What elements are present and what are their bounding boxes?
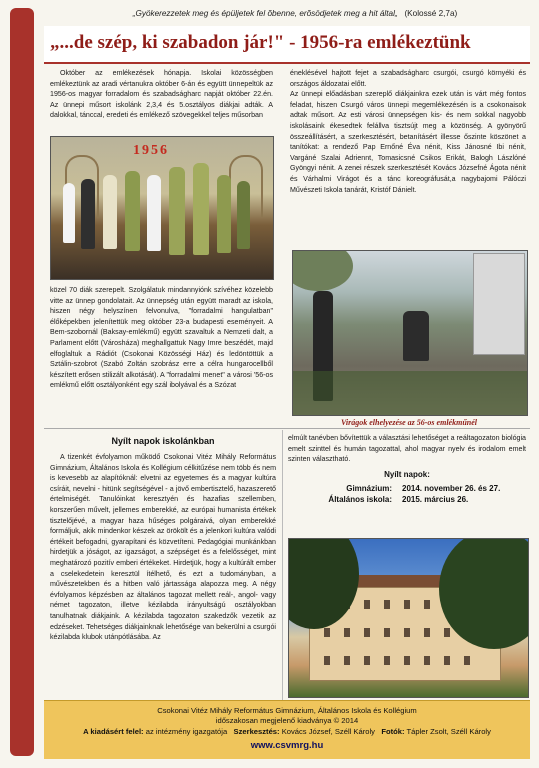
publisher-label: A kiadásért felel: [83,727,144,736]
open-days-row [292,483,522,494]
open-days-body [50,452,276,643]
child-figure [63,183,75,243]
open-days-title: Nyílt napok iskolánkban [111,436,215,446]
child-figure [103,175,117,249]
open-days-label: Általános iskola: [328,495,392,504]
publisher-value: az intézmény igazgatója [145,727,228,736]
child-figure [125,171,140,251]
open-days-heading: Nyílt napok: [384,470,430,479]
flower-bed [293,371,527,415]
open-days-date: 2015. március 26. [402,495,469,504]
article-paragraph: éneklésével hajtott fejet a szabadságharc csurgói, csurgó környéki és országos áldozatai előtt. Az ünnepi előadásban szereplő diákjainkra ezek után is várt még fontos feladat, hiszen Csurgó város ünnepi megemlékezésén is a csokonaisok adtak műsort. Az esti városi ünnepségen kis- és nem sokkal nagyobb iskolásaink ékesedtek felállva tisztsújt meg a közönség. A gyönyörű összeállításért, a szerkesztésért, betanításért illesse őszinte köszönet a tanítókat: a rendező Pap Ernőné Éva nénit, Kiss Jánosné Ibi nénit, Vargáné Szalai Adriennt, Tomasicsné Csikos Erikát, Balogh Lászlóné Gyöngyi nénit. A zenei részek szerkesztését Kovács Józsefné Ágota nénit és Várhalmi Virágot és a tánc koreográfusát,a nagybajomi Pálóczi Művészeti Iskola tanárát, Kristóf Dánielt. [290,69,526,194]
open-days-paragraph: elmúlt tanévben bővítettük a választási lehetőséget a reáltagozaton biológia emelt szinttel és humán tagozattal, ahol magyar nyelv és irodalom emelt szinten választható. [288,434,526,464]
child-figure [193,163,209,255]
section-divider [44,428,530,429]
open-days-label: Gimnázium: [346,484,392,493]
memorial-photo [292,250,528,416]
photo-banner: 1956 [133,143,169,158]
tree-shape [292,250,353,291]
open-days-body-right [288,433,526,465]
memorial-stone [473,253,525,355]
editor-value: Kovács József, Széll Károly [281,727,375,736]
photo-value: Tápler Zsolt, Széll Károly [406,727,491,736]
child-figure [81,179,95,249]
article-col2 [290,68,526,195]
open-days-row [292,494,522,505]
footer-publisher-info [44,706,530,726]
photo-label: Fotók: [381,727,405,736]
article-col1-bottom [50,285,273,391]
article-paragraph: Október az emlékezések hónapja. Iskolai közösségben emlékeztünk az aradi vértanukra október 6-án és együtt ünnepeltük az 1956-os magyar forradalom és szabadságharc napját október 22.én. Az ünnepi műsort iskolánk 2,3,4 és 5.osztályos diákjai adták. A dalokkal, tánccal, eredeti és emlékező szövegekkel teljes műsorban [50,69,273,120]
footer-credits [44,727,530,736]
child-figure [147,175,161,251]
website-link[interactable]: www.csvmrg.hu [250,740,324,751]
school-building-photo [288,538,529,698]
open-days-date: 2014. november 26. és 27. [402,484,501,493]
stage-photo [50,136,274,280]
photo-caption: Virágok elhelyezése az 56-os emlékműnél [341,418,477,427]
article-paragraph: közel 70 diák szerepelt. Szolgálatuk mindannyiónk szívéhez közelebb vitte az ünnep gondolatait. Az ünnepség után együtt maradt az iskola, hiszen négy helyszínen felvonulva, "forradalmi hangulatban" élőképekben jelenítettük meg október 23-a budapesti eseményeit. A Bem-szobornál (Baksay-emlékmű) együtt szavaltuk a Nemzeti dalt, a Parlament előtt (Városháza) meghallgattuk Nagy Imre beszédét, majd elfoglaltuk a Rádiót (Csokonai Közösségi Ház) és ledöntöttük a Sztálin-szobrot (Szabó Zoltán szobrász erre a célra hungarocellből készített erősen stilizált alkotását). A "forradalmi menet" a városi '56-os emlékmű előtt osztályonként egy szál ibolyával és a Szózat [50,286,273,390]
open-days-table [292,483,522,505]
article-col1-top [50,68,273,121]
person-figure [403,311,429,361]
footer-line2: időszakosan megjelenő kiadványa © 2014 [215,716,359,725]
child-figure [217,175,231,253]
column-divider [282,430,283,700]
motto-quote: „Gyökerezzetek meg és épüljetek fel õbenne, erõsödjetek meg a hit által„ [132,9,398,18]
editor-label: Szerkesztés: [233,727,280,736]
sidebar-stripe [10,8,34,756]
footer-line1: Csokonai Vitéz Mihály Református Gimnázium, Általános Iskola és Kollégium [157,706,417,715]
child-figure [169,167,185,255]
motto-ref: (Kolossé 2,7a) [404,9,458,18]
child-figure [237,181,250,249]
open-days-paragraph: A tizenkét évfolyamon működő Csokonai Vitéz Mihály Református Gimnázium, Általános Iskola és Kollégium célkitűzése nem több és nem is kevesebb az alapítóknál: elvetni az egyetemes és a magyar kultúra csíráit, nevelni - hitünk segítségével - a jövő embertisztelő, hazaszerető értelmiségét. Tanulóinkat keresztyén és hazafias szellemben, korszerűen művelt, jellemes emberekké, az európai humanista értékek tisztelőjévé, a magyar haza hűséges polgáraivá, olyan emberekké formáljuk, akik mindenkor készek az örökölt és a jelenkori kultúra valódi értékeit befogadni, gyarapítani és közvetíteni. Pedagógiai munkánkban hirdetjük a jóságot, az igazságot, a szépséget és a felelősséget, mint meghatározó pozitív emberi értékeket. Hirdetjük, hogy a kultúrált ember a cselekedetein keresztül ítélhető, és ezt a tudományban, a művészetekben és a hitben való jártassága alapozza meg. A négy évfolyamos képzésben az általános tagozat mellett reál-, angol- vagy német tagozaton, illetve kézilabda irányultságú osztályokban tanulhatnak diákjaink. A kézilabda tagozaton szakedzők vezetik az edzéseket. Tehetséges diákjainknak lehetősége van bekerülni a csurgói kézilabda klubok utánpótlásába. Az [50,453,276,642]
motto-line [60,9,530,18]
article-title: „...de szép, ki szabadon jár!" - 1956-ra emlékeztünk [50,32,471,53]
